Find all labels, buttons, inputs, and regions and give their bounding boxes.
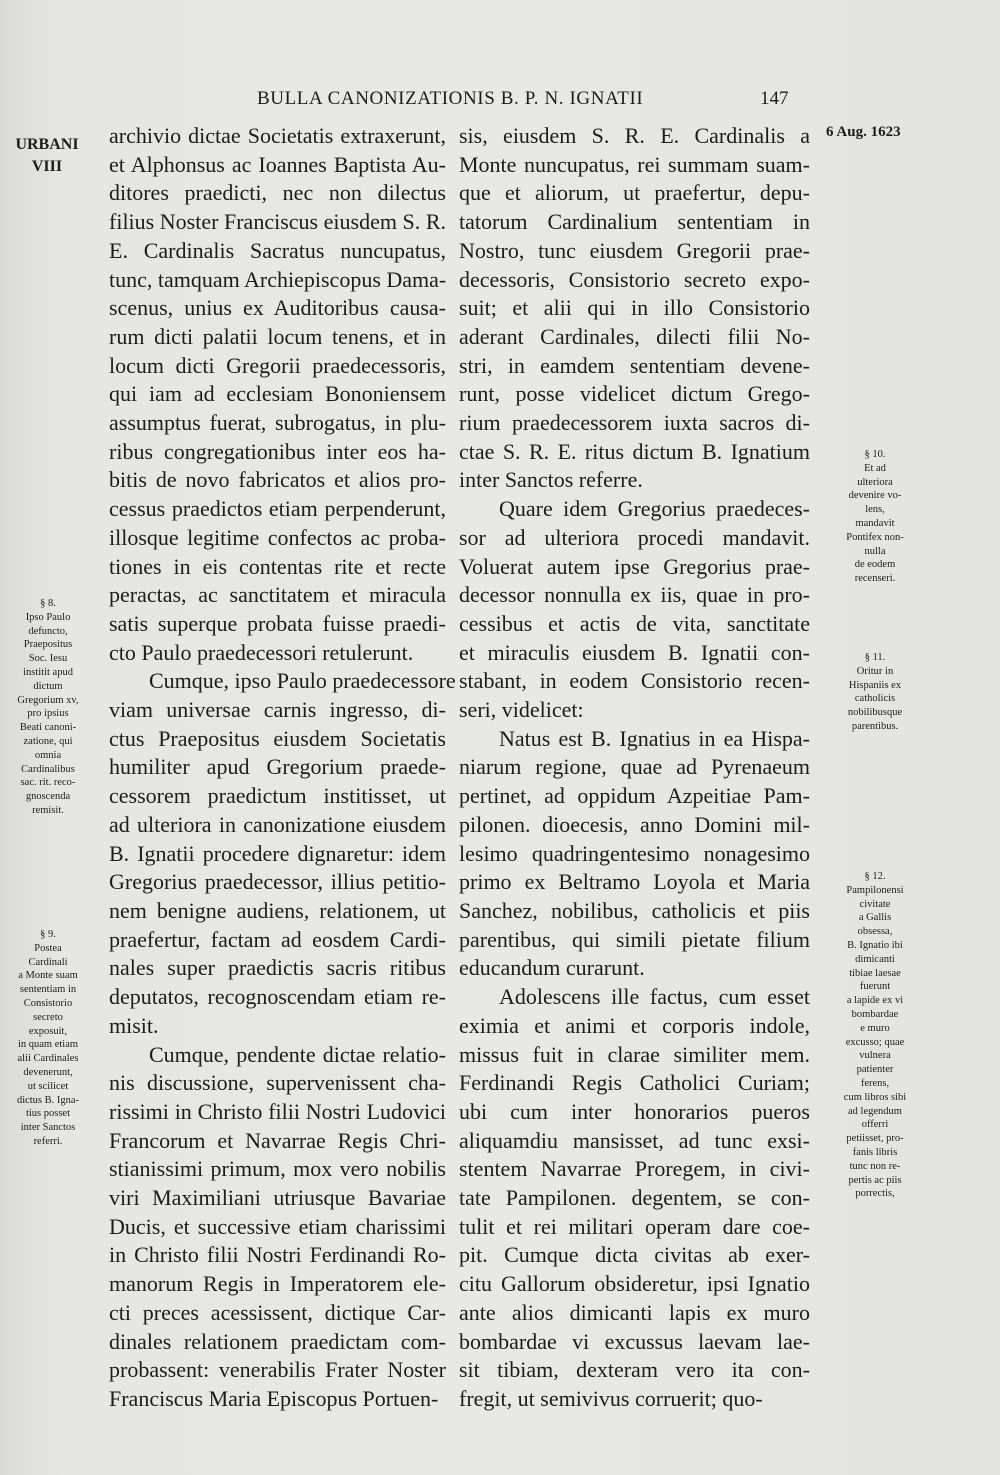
paragraph xyxy=(459,725,810,983)
text-line: praefertur, factam ad eosdem Cardi- xyxy=(109,926,446,952)
text-line: illosque legitime confectos ac proba- xyxy=(109,524,446,550)
text-line: cti preces acessissent, dictique Car- xyxy=(109,1299,446,1325)
text-line: niarum regione, quae ad Pyrenaeum xyxy=(459,754,810,780)
text-line: stabant, in eodem Consistorio recen- xyxy=(459,668,810,694)
text-line: cto Paulo praedecessori retulerunt. xyxy=(109,639,414,665)
margin-note-10: § 10. Et ad ulteriora devenire vo- lens, mandavit Pontifex non- nulla de eodem recenseri. xyxy=(846,449,904,585)
text-line: rum dicti palatii locum tenens, et in xyxy=(109,323,446,349)
text-line: Quare idem Gregorius praedeces- xyxy=(499,496,810,522)
text-line: ante alios dimicanti lapis ex muro xyxy=(459,1299,810,1325)
text-line: que et aliorum, ut praefertur, depu- xyxy=(459,180,810,206)
text-line: decessoris, Consistorio secreto expo- xyxy=(459,266,810,292)
text-line: ctus Praepositus eiusdem Societatis xyxy=(109,725,446,751)
text-line: tunc, tamquam Archiepiscopus Dama- xyxy=(109,266,447,292)
text-line: decessor nonnulla ex iis, quae in pro- xyxy=(459,582,810,608)
text-line: tatorum Cardinalium sententiam in xyxy=(459,209,810,235)
text-line: Francorum et Navarrae Regis Chri- xyxy=(109,1127,446,1153)
right-text-column xyxy=(459,122,810,1414)
text-line: Ducis, et successive etiam charissimi xyxy=(109,1213,446,1239)
text-line: B. Ignatii procedere dignaretur: idem xyxy=(109,840,446,866)
text-line: nales super praedictis sacris ritibus xyxy=(109,955,446,981)
text-line: citu Gallorum obsideretur, ipsi Ignatio xyxy=(459,1271,810,1297)
text-line: bombardae vi excussus laevam lae- xyxy=(459,1328,810,1354)
paragraph xyxy=(109,1041,446,1414)
text-line: tiones in eis contentas rite et recte xyxy=(109,553,446,579)
text-line: aderant Cardinales, dilecti filii No- xyxy=(459,323,810,349)
left-text-column xyxy=(109,122,456,1414)
page-number: 147 xyxy=(760,88,789,109)
margin-note-8: § 8. Ipso Paulo defuncto, Praepositus Soc. Iesu institit apud dictum Gregorium xv, pro ipsius Beati canoni- zatione, qui omnia Cardinalibus sac. rit. reco- gnoscenda remisit. xyxy=(17,598,79,816)
text-line: tulit et rei militari operam dare coe- xyxy=(459,1213,810,1239)
paragraph xyxy=(459,495,810,725)
text-line: ribus congregationibus inter eos ha- xyxy=(109,438,446,464)
text-line: cessus praedictos etiam perpenderunt, xyxy=(109,496,446,522)
text-line: et miraculis eiusdem B. Ignatii con- xyxy=(459,639,810,665)
text-line: seri, videlicet: xyxy=(459,697,584,723)
text-line: Voluerat autem ipse Gregorius prae- xyxy=(459,553,810,579)
text-line: E. Cardinalis Sacratus nuncupatus, xyxy=(109,237,446,263)
paragraph xyxy=(109,667,456,1040)
text-line: stentem Navarrae Proregem, in civi- xyxy=(459,1156,810,1182)
text-line: cessorem praedictum institisset, ut xyxy=(109,783,446,809)
paragraph xyxy=(459,122,810,495)
text-line: misit. xyxy=(109,1012,159,1038)
text-line: Adolescens ille factus, cum esset xyxy=(499,984,810,1010)
text-line: manorum Regis in Imperatorem ele- xyxy=(109,1271,446,1297)
text-line: scenus, unius ex Auditoribus causa- xyxy=(109,295,446,321)
running-title: BULLA CANONIZATIONIS B. P. N. IGNATII xyxy=(257,88,644,109)
text-line: runt, posse videlicet dictum Grego- xyxy=(459,381,810,407)
text-line: filius Noster Franciscus eiusdem S. R. xyxy=(109,209,446,235)
text-line: ubi cum inter honorarios pueros xyxy=(459,1098,810,1124)
text-line: sit tibiam, dexteram vero ita con- xyxy=(459,1357,810,1383)
margin-note-9: § 9. Postea Cardinali a Monte suam sententiam in Consistorio secreto exposuit, in quam etiam alii Cardinales devenerunt, ut scilicet dictus B. Igna- tius posset inter Sanctos referri. xyxy=(16,929,80,1147)
paragraph xyxy=(109,122,446,667)
text-line: pilonen. dioecesis, anno Domini mil- xyxy=(459,811,810,837)
text-line: parentibus, qui simili pietate filium xyxy=(459,926,810,952)
text-line: pertinet, ad oppidum Azpeitiae Pam- xyxy=(459,783,810,809)
text-line: stri, in eamdem sententiam devene- xyxy=(459,352,810,378)
text-line: satis superque probata fuisse praedi- xyxy=(109,610,446,636)
text-line: in Christo filii Nostri Ferdinandi Ro- xyxy=(109,1242,446,1268)
text-line: archivio dictae Societatis extraxerunt, xyxy=(109,123,446,148)
text-line: fregit, ut semivivus corruerit; quo- xyxy=(459,1385,763,1411)
margin-note-11: § 11. Oritur in Hispaniis ex catholicis nobilibusque parentibus. xyxy=(847,652,903,732)
margin-note-12: § 12. Pampilonensi civitate a Gallis obsessa, B. Ignatio ibi dimicanti tibiae laesae fuerunt a lapide ex vi bombardae e muro excusso; quae vulnera patienter ferens, cum libros sibi ad legendum offerri petiisset, pro- fanis libris tunc non re- pertis ac piis porrectis, xyxy=(843,871,907,1200)
text-line: Cumque, pendente dictae relatio- xyxy=(149,1041,446,1067)
text-line: qui iam ad ecclesiam Bononiensem xyxy=(109,381,446,407)
page-header xyxy=(0,88,1000,118)
text-line: lesimo quadringentesimo nonagesimo xyxy=(459,840,810,866)
text-line: et Alphonsus ac Ioannes Baptista Au- xyxy=(109,151,446,177)
text-line: Cumque, ipso Paulo praedecessore xyxy=(149,668,456,694)
text-line: eximia et animi et corporis indole, xyxy=(459,1012,810,1038)
text-line: stianissimi primum, mox vero nobilis xyxy=(109,1156,446,1182)
text-line: nis discussione, supervenissent cha- xyxy=(109,1070,446,1096)
text-line: nem benigne audiens, relationem, ut xyxy=(109,897,446,923)
text-line: aliquamdiu mansisset, ad tunc exsi- xyxy=(459,1127,810,1153)
text-line: Sanchez, nobilibus, catholicis et piis xyxy=(459,897,810,923)
text-line: peractas, ac sanctitatem et miracula xyxy=(109,582,446,608)
text-line: Gregorius praedecessor, illius petitio- xyxy=(109,869,446,895)
date-running-head: 6 Aug. 1623 xyxy=(826,124,901,140)
pope-running-head: URBANI VIII xyxy=(15,136,79,175)
text-line: Natus est B. Ignatius in ea Hispa- xyxy=(499,725,810,751)
text-line: cessibus et actis de vita, sanctitate xyxy=(459,610,810,636)
text-line: viri Maximiliani utriusque Bavariae xyxy=(109,1185,446,1211)
text-line: educandum curarunt. xyxy=(459,955,645,981)
text-line: dinales relationem praedictam com- xyxy=(109,1328,446,1354)
text-line: Nostro, tunc eiusdem Gregorii prae- xyxy=(459,237,810,263)
text-line: primo ex Beltramo Loyola et Maria xyxy=(459,869,810,895)
text-line: pit. Cumque dicta civitas ab exer- xyxy=(459,1242,810,1268)
paragraph xyxy=(459,983,810,1414)
text-line: deputatos, recognoscendam etiam re- xyxy=(109,984,446,1010)
text-line: ad ulteriora in canonizatione eiusdem xyxy=(109,811,446,837)
text-line: Monte nuncupatus, rei summam suam- xyxy=(459,151,810,177)
text-line: tate Pampilonen. degentem, se con- xyxy=(459,1185,810,1211)
text-line: locum dicti Gregorii praedecessoris, xyxy=(109,352,446,378)
text-line: Ferdinandi Regis Catholici Curiam; xyxy=(459,1070,810,1096)
text-line: humiliter apud Gregorium praede- xyxy=(109,754,446,780)
text-line: rissimi in Christo filii Nostri Ludovici xyxy=(109,1098,446,1124)
text-line: sis, eiusdem S. R. E. Cardinalis a xyxy=(459,123,810,148)
text-line: probassent: venerabilis Frater Noster xyxy=(109,1357,446,1383)
text-line: rium praedecessorem iuxta sacros di- xyxy=(459,410,810,436)
text-line: Franciscus Maria Episcopus Portuen- xyxy=(109,1385,439,1411)
text-line: sor ad ulteriora procedi mandavit. xyxy=(459,524,810,550)
text-line: inter Sanctos referre. xyxy=(459,467,643,493)
text-line: ditores praedicti, nec non dilectus xyxy=(109,180,446,206)
text-line: assumptus fuerat, subrogatus, in plu- xyxy=(109,410,446,436)
text-line: viam universae carnis ingresso, di- xyxy=(109,697,446,723)
text-line: missus fuit in clarae similiter mem. xyxy=(459,1041,810,1067)
text-line: ctae S. R. E. ritus dictum B. Ignatium xyxy=(459,438,810,464)
text-line: suit; et alii qui in illo Consistorio xyxy=(459,295,810,321)
text-line: bitis de novo fabricatos et alios pro- xyxy=(109,467,446,493)
